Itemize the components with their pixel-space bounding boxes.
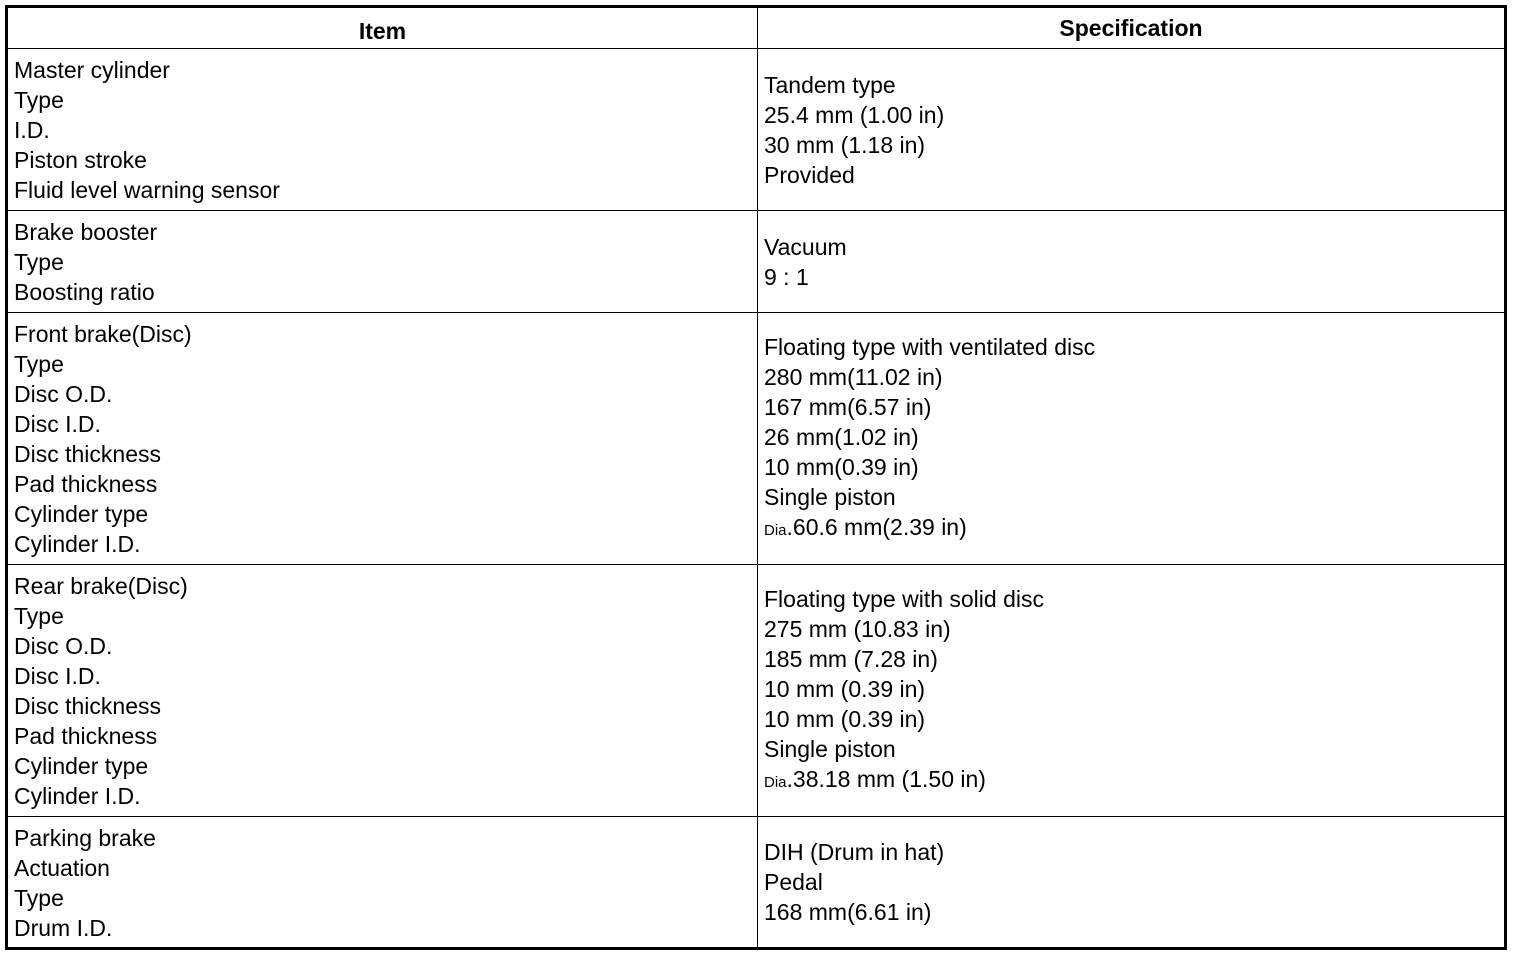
spec-line: 10 mm (0.39 in) bbox=[764, 675, 926, 702]
spec-line: 167 mm(6.57 in) bbox=[764, 393, 932, 420]
dia-prefix: Dia bbox=[764, 521, 787, 539]
item-line: Type bbox=[14, 249, 64, 275]
spec-line: 185 mm (7.28 in) bbox=[764, 645, 938, 672]
spec-line-cylinder-id bbox=[764, 512, 1504, 546]
item-line: Disc O.D. bbox=[14, 381, 113, 407]
item-line: Disc O.D. bbox=[14, 633, 113, 659]
item-cell bbox=[8, 211, 758, 312]
item-line: Drum I.D. bbox=[14, 915, 113, 941]
item-line: Type bbox=[14, 603, 64, 629]
spec-line: 10 mm(0.39 in) bbox=[764, 453, 919, 480]
spec-line: Provided bbox=[764, 161, 855, 188]
item-line: Parking brake bbox=[14, 825, 156, 851]
spec-line: 280 mm(11.02 in) bbox=[764, 363, 943, 390]
item-line: Cylinder type bbox=[14, 753, 149, 779]
spec-line: DIH (Drum in hat) bbox=[764, 839, 945, 865]
item-column-header: Item bbox=[8, 8, 758, 48]
spec-table bbox=[5, 5, 1507, 950]
item-line: Actuation bbox=[14, 855, 110, 881]
spec-line: 26 mm(1.02 in) bbox=[764, 423, 919, 450]
spec-line: 168 mm(6.61 in) bbox=[764, 899, 932, 925]
spec-line: 30 mm (1.18 in) bbox=[764, 131, 926, 158]
item-cell bbox=[8, 565, 758, 816]
item-line: Rear brake(Disc) bbox=[14, 573, 188, 599]
spec-value: .38.18 mm (1.50 in) bbox=[786, 765, 986, 792]
dia-prefix: Dia bbox=[764, 773, 787, 791]
spec-line-cylinder-id bbox=[764, 764, 1504, 798]
table-header-row bbox=[8, 8, 1504, 49]
specification-column-header: Specification bbox=[1059, 15, 1203, 41]
table-row-parking-brake bbox=[8, 817, 1504, 947]
item-line: I.D. bbox=[14, 117, 50, 143]
item-cell bbox=[8, 49, 758, 210]
spec-value: .60.6 mm(2.39 in) bbox=[786, 513, 967, 540]
item-line: Type bbox=[14, 351, 64, 377]
spec-cell bbox=[758, 313, 1504, 564]
spec-line: 25.4 mm (1.00 in) bbox=[764, 101, 945, 128]
spec-line: Pedal bbox=[764, 869, 823, 895]
item-line: Front brake(Disc) bbox=[14, 321, 192, 347]
table-row-front-brake bbox=[8, 313, 1504, 565]
spec-line: Tandem type bbox=[764, 71, 896, 98]
item-cell bbox=[8, 313, 758, 564]
item-line: Disc I.D. bbox=[14, 411, 101, 437]
table-row-brake-booster bbox=[8, 211, 1504, 313]
item-line: Cylinder I.D. bbox=[14, 531, 141, 557]
spec-cell bbox=[758, 49, 1504, 210]
item-line: Cylinder I.D. bbox=[14, 783, 141, 809]
spec-line: Single piston bbox=[764, 735, 896, 762]
item-line: Disc thickness bbox=[14, 693, 161, 719]
spec-line: Floating type with ventilated disc bbox=[764, 333, 1096, 360]
item-line: Disc I.D. bbox=[14, 663, 101, 689]
item-line: Disc thickness bbox=[14, 441, 161, 467]
item-line: Type bbox=[14, 885, 64, 911]
item-line: Fluid level warning sensor bbox=[14, 177, 280, 203]
item-line: Piston stroke bbox=[14, 147, 147, 173]
item-line: Cylinder type bbox=[14, 501, 149, 527]
spec-line: Vacuum bbox=[764, 233, 847, 260]
item-line: Type bbox=[14, 87, 64, 113]
item-line: Master cylinder bbox=[14, 57, 170, 83]
item-line: Brake booster bbox=[14, 219, 158, 245]
spec-line: 10 mm (0.39 in) bbox=[764, 705, 926, 732]
item-line: Pad thickness bbox=[14, 471, 158, 497]
table-row-rear-brake bbox=[8, 565, 1504, 817]
spec-cell bbox=[758, 565, 1504, 816]
spec-line: Floating type with solid disc bbox=[764, 585, 1044, 612]
spec-line: 275 mm (10.83 in) bbox=[764, 615, 951, 642]
spec-cell bbox=[758, 817, 1504, 947]
spec-line: 9 : 1 bbox=[764, 263, 809, 290]
item-line: Boosting ratio bbox=[14, 279, 155, 305]
item-line: Pad thickness bbox=[14, 723, 158, 749]
spec-cell bbox=[758, 211, 1504, 312]
spec-line: Single piston bbox=[764, 483, 896, 510]
table-row-master-cylinder bbox=[8, 49, 1504, 211]
item-cell bbox=[8, 817, 758, 947]
